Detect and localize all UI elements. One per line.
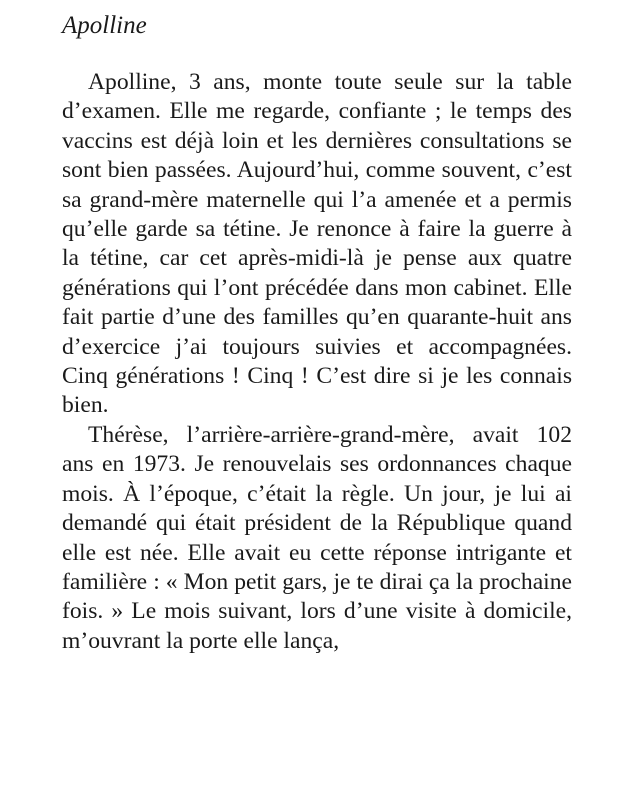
paragraph-2: Thérèse, l’arrière-arrière-grand-mère, avait 102 ans en 1973. Je renouvelais ses ordonnances chaque mois. À l’époque, c’était la règle. Un jour, je lui ai demandé qui était président de la République quand elle est née. Elle avait eu cette réponse intrigante et familière : « Mon petit gars, je te dirai ça la prochaine fois. » Le mois suivant, lors d’une visite à domicile, m’ouvrant la porte elle lança,	[62, 421, 572, 654]
paragraph-1: Apolline, 3 ans, monte toute seule sur la table d’examen. Elle me regarde, confiante ; le temps des vaccins est déjà loin et les dernières consultations se sont bien passées. Aujourd’hui, comme souvent, c’est sa grand-mère maternelle qui l’a amenée et a permis qu’elle garde sa tétine. Je renonce à faire la guerre à la tétine, car cet après-midi-là je pense aux quatre générations qui l’ont précédée dans mon cabinet. Elle fait partie d’une des familles qu’en quarante-huit ans d’exercice j’ai toujours suivies et accompagnées. Cinq générations ! Cinq ! C’est dire si je les connais bien.	[62, 69, 572, 419]
chapter-title: Apolline	[62, 12, 147, 39]
